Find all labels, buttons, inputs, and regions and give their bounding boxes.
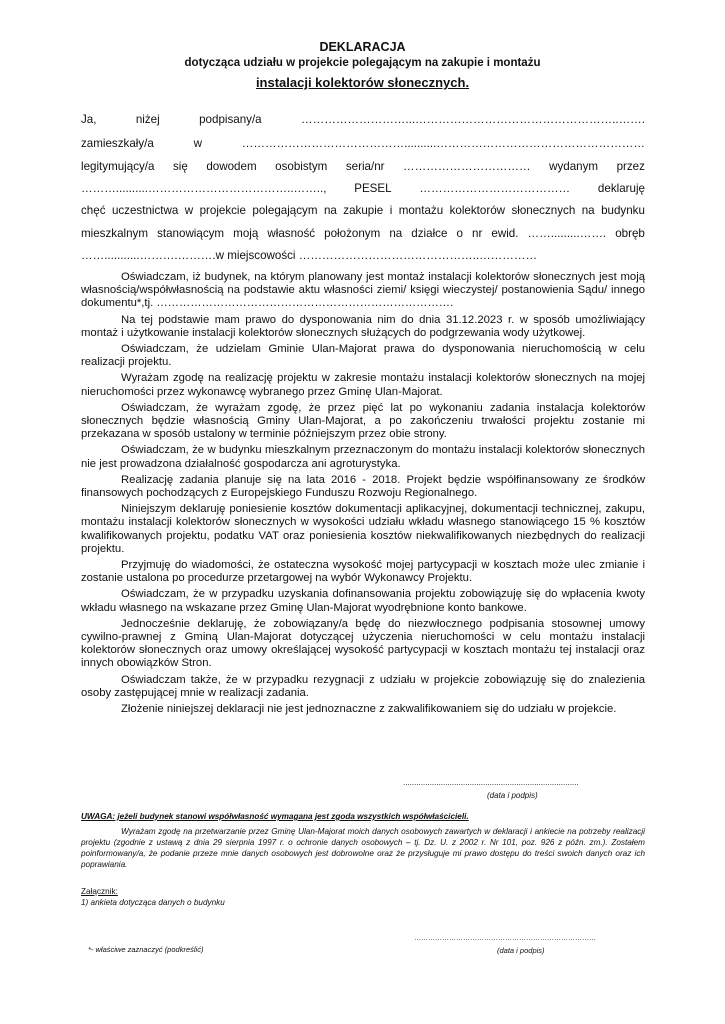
footnote: *- właściwe zaznaczyć (podkreślić): [88, 945, 204, 954]
form-line-word: moją: [233, 227, 259, 240]
form-line-word: wydanym: [549, 160, 599, 173]
paragraph: Oświadczam, że w budynku mieszkalnym przeznaczonym do montażu instalacji kolektorów słonecznych nie jest prowadzona działalność gospodarcza ani agroturystyka.: [81, 444, 645, 470]
form-line-word: się: [172, 160, 188, 173]
form-line-word: w: [184, 204, 194, 217]
form-line-word: uczestnictwa: [111, 204, 179, 217]
signature-line: ...............................................................................: [403, 778, 579, 787]
form-line-word: obręb: [615, 227, 645, 240]
form-line-word: słonecznych: [511, 204, 576, 217]
paragraph: Niniejszym deklaruję poniesienie kosztów dokumentacji aplikacyjnej, dokumentacji technicznej, zakupu, montażu instalacji kolektorów słonecznych w wysokości udziału wkładu własnego stanowiącego 15 % kosztów kwalifikowanych projektu, podatku VAT oraz poniesienia kosztów niekwalifikowanych niezbędnych do realizacji projektu.: [81, 503, 645, 555]
form-line-word: osobistym: [275, 160, 328, 173]
signature-line-2: ……………………………………………………………………: [414, 935, 596, 942]
form-line-word: na: [581, 204, 595, 217]
form-line-word: montażu: [398, 204, 444, 217]
form-line-word: nr: [472, 227, 483, 240]
declaration-body: [81, 271, 645, 719]
signature-caption-2: (data i podpis): [497, 946, 545, 955]
form-line-word: kolektorów: [449, 204, 506, 217]
paragraph: Oświadczam, że w przypadku uzyskania dofinansowania projektu zobowiązuję się do wpłacenia kwoty wkładu własnego na wskazane przez Gminę Ulan-Majorat wyodrębnione konto bankowe.: [81, 588, 645, 614]
form-line-word: na: [389, 227, 403, 240]
form-line: [81, 160, 645, 174]
paragraph: Oświadczam, że udzielam Gminie Ulan-Majorat prawa do dysponowania nieruchomością w celu realizacji projektu.: [81, 343, 645, 369]
attachment-label: Załącznik:: [81, 887, 118, 896]
form-line-word: własność: [267, 227, 316, 240]
form-line-word: stanowiącym: [157, 227, 225, 240]
form-line-word: ………………………...……………………………………………..…….: [301, 113, 645, 126]
form-line-word: położonym: [324, 227, 381, 240]
form-line-word: i: [389, 204, 393, 217]
paragraph: Wyrażam zgodę na realizację projektu w zakresie montażu instalacji kolektorów słonecznych na mojej nieruchomości przez wykonawcę wybranego przez Gminę Ulan-Majorat.: [81, 372, 645, 398]
form-line-word: przez: [616, 160, 645, 173]
form-line: [81, 227, 645, 241]
form-line: [81, 113, 645, 127]
form-line-word: PESEL: [354, 182, 392, 195]
document-subject: instalacji kolektorów słonecznych.: [255, 75, 470, 90]
signature-caption: (data i podpis): [487, 791, 538, 800]
form-line-word: w: [193, 137, 202, 150]
form-line-word: ………..........………………………………..……..,: [81, 182, 327, 195]
form-line: [81, 137, 645, 151]
form-line-word: dowodem: [206, 160, 257, 173]
form-line-word: zamieszkały/a: [81, 137, 154, 150]
paragraph: Oświadczam, że wyrażam zgodę, że przez pięć lat po wykonaniu zadania instalacja kolektorów słonecznych będzie własnością Gminy Ulan-Majorat, a po zakończeniu trwałości projektu zostanie mi przekazana w sposób ustalony w terminie późniejszym przez obie strony.: [81, 401, 645, 441]
form-line-word: niżej: [135, 113, 160, 126]
form-line-word: budynku: [601, 204, 645, 217]
attachment-item: 1) ankieta dotycząca danych o budynku: [81, 898, 225, 907]
paragraph: Złożenie niniejszej deklaracji nie jest jednoznaczne z zakwalifikowaniem się do udziału w projekcie.: [121, 703, 617, 716]
form-line-word: o: [456, 227, 463, 240]
form-line-word: seria/nr: [345, 160, 385, 173]
paragraph: Przyjmuję do wiadomości, że ostateczna wysokość mojej partycypacji w kosztach może ulec zmianie i zostanie ustalona po procedurze przetargowej na wybór Wykonawcy Projektu.: [81, 559, 645, 585]
data-consent: [81, 826, 645, 870]
form-line-word: …….........…….: [527, 227, 607, 240]
data-consent-text: Wyrażam zgodę na przetwarzanie przez Gminę Ulan-Majorat moich danych osobowych zawartych w deklaracji i ankiecie na potrzeby realizacji projektu (zgodnie z ustawą z dnia 29 sierpnia 1997 r. o ochronie danych osobowych – tj. Dz. U. z 2002 r. Nr 101, poz. 926 z późn. zm.). Zostałem poinformowany/a, że podanie przeze mnie danych osobowych jest dobrowolne oraz że przysługuje mi prawo dostępu do treści swoich danych oraz ich poprawiania.: [81, 827, 645, 869]
form-line-word: działce: [411, 227, 448, 240]
form-line-word: zakupie: [343, 204, 384, 217]
form-line: [81, 204, 645, 218]
form-line-word: …………………………………: [419, 182, 571, 195]
form-line-word: deklaruję: [597, 182, 645, 195]
form-line-word: projekcie: [199, 204, 246, 217]
form-line-word: Ja,: [81, 113, 97, 126]
paragraph: Na tej podstawie mam prawo do dysponowania nim do dnia 31.12.2023 r. w sposób umożliwiający montaż i użytkowanie instalacji kolektorów słonecznych służących do podgrzewania wody użytkowej.: [81, 313, 645, 339]
form-line-word: legitymujący/a: [81, 160, 155, 173]
form-line: [81, 182, 645, 196]
form-line-word: na: [323, 204, 337, 217]
form-line-word: chęć: [81, 204, 106, 217]
paragraph: Oświadczam także, że w przypadku rezygnacji z udziału w projekcie zobowiązuję się do znalezienia osoby zastępującej mnie w realizacji zadania.: [81, 673, 645, 699]
form-line-word: ewid.: [491, 227, 519, 240]
form-line-word: mieszkalnym: [81, 227, 148, 240]
paragraph: Oświadczam, iż budynek, na którym planowany jest montaż instalacji kolektorów słonecznych jest moją własnością/współwłasnością na podstawie aktu własności ziemi/ księgi wieczystej/ postanowienia Sądu/ innego dokumentu*,tj. …………………………………………………………………….: [81, 271, 645, 310]
form-line-word: ……...........……….……….w miejscowości ………………………………………..……………: [81, 249, 538, 262]
paragraph: Realizację zadania planuje się na lata 2016 - 2018. Projekt będzie współfinansowany ze środków finansowych pochodzących z Europejskiego Funduszu Rozwoju Regionalnego.: [81, 473, 645, 500]
paragraph: Jednocześnie deklaruję, że zobowiązany/a będę do niezwłocznego podpisania stosownej umowy cywilno-prawnej z Gminą Ulan-Majorat dotyczącej użyczenia nieruchomości w celu montażu instalacji kolektorów słonecznych oraz umowy określającej wysokość partycypacji w kosztach montażu tej instalacji oraz innych obowiązków Stron.: [81, 617, 645, 670]
form-line-word: ……………………………: [403, 160, 531, 173]
form-line-word: polegającym: [252, 204, 318, 217]
document-subtitle: dotycząca udziału w projekcie polegającym na zakupie i montażu: [184, 57, 541, 69]
document-title: DEKLARACJA: [319, 40, 406, 54]
co-ownership-note: UWAGA: jeżeli budynek stanowi współwłasność wymagana jest zgoda wszystkich współwłaścicieli.: [81, 812, 469, 821]
form-line: [81, 249, 645, 263]
form-line-word: ……………………………………..........………………………………………………: [241, 137, 645, 150]
form-line-word: podpisany/a: [199, 113, 262, 126]
